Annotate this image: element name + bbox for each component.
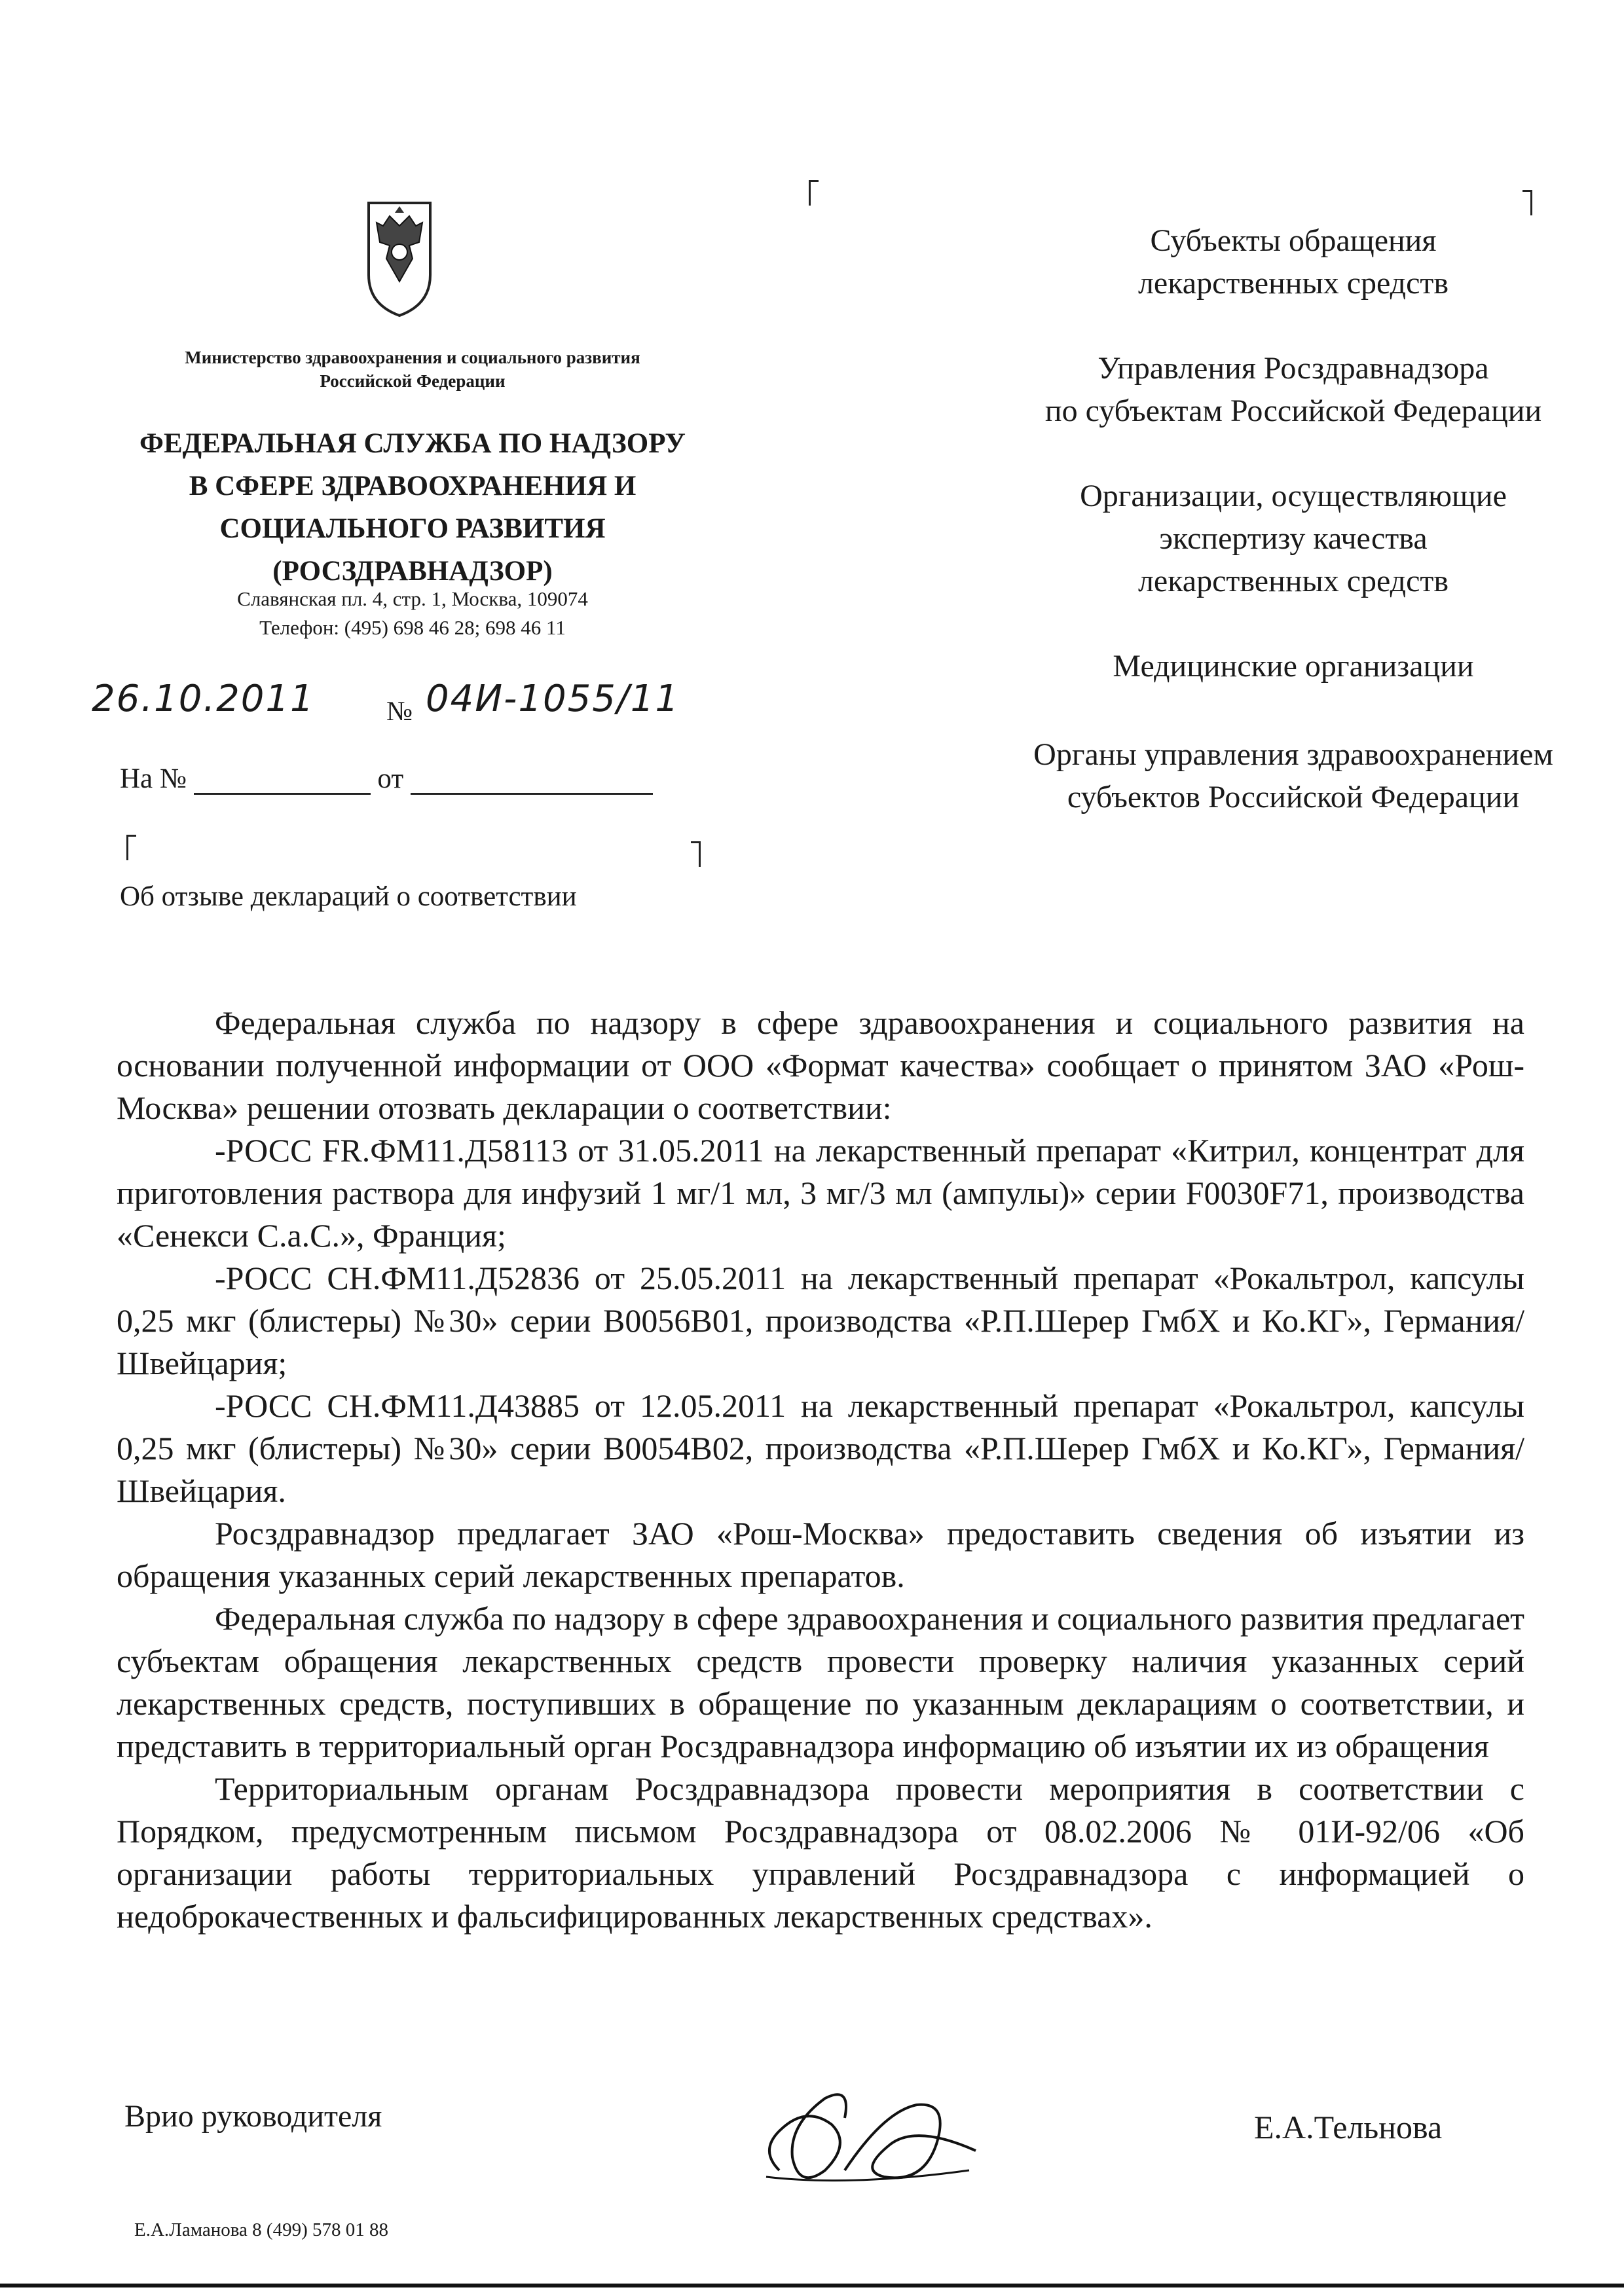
recipient-line: Субъекты обращения: [1150, 223, 1437, 258]
right-corner-mark: [1522, 190, 1532, 215]
left-corner-mark: [126, 835, 136, 860]
agency-address: [151, 585, 674, 642]
recipient-line: Управления Росздравнадзора: [1098, 351, 1489, 386]
number-sign: №: [386, 697, 413, 727]
address-line: Славянская пл. 4, стр. 1, Москва, 109074: [237, 587, 588, 610]
body-paragraph: -РОСС FR.ФМ11.Д58113 от 31.05.2011 на лекарственный препарат «Китрил, концентрат для приготовления раствора для инфузий 1 мг/1 мл, 3 мг/3 мл (ампулы)» серии F0030F71, производства «Сенекси С.а.С.», Франция;: [117, 1132, 1524, 1254]
recipient-line: Организации, осуществляющие: [1080, 479, 1507, 513]
recipient-line: лекарственных средств: [1137, 564, 1449, 598]
ref-date-blank: [411, 767, 653, 795]
signatory-title: Врио руководителя: [124, 2099, 382, 2134]
registration-date: 26.10.2011: [92, 678, 315, 720]
agency-line: (РОСЗДРАВНАДЗОР): [272, 556, 553, 587]
agency-name: [118, 422, 707, 592]
agency-line: ФЕДЕРАЛЬНАЯ СЛУЖБА ПО НАДЗОРУ: [139, 428, 686, 459]
ref-from-label: от: [377, 763, 404, 794]
recipient-line: экспертизу качества: [1159, 521, 1428, 556]
recipient-line: лекарственных средств: [1137, 266, 1449, 301]
letter-body: [117, 1002, 1524, 1938]
registration-line: [92, 678, 733, 730]
body-paragraph: -РОСС CH.ФМ11.Д52836 от 25.05.2011 на лекарственный препарат «Рокальтрол, капсулы 0,25 мкг (блистеры) №30» серии B0056B01, производства «Р.П.Шерер ГмбХ и Ко.КГ», Германия/Швейцария;: [117, 1260, 1524, 1381]
agency-line: В СФЕРЕ ЗДРАВООХРАНЕНИЯ И: [189, 471, 637, 501]
signatory-name: Е.А.Тельнова: [1254, 2109, 1443, 2145]
handwritten-signature: [753, 2072, 989, 2196]
reference-line: [120, 763, 653, 795]
ref-label: На №: [120, 763, 187, 794]
registration-number: 04И-1055/11: [426, 678, 680, 720]
letter-subject: Об отзыве деклараций о соответствии: [120, 881, 577, 912]
body-paragraph: Федеральная служба по надзору в сфере здравоохранения и социального развития на основании полученной информации от ООО «Формат качества» сообщает о принятом ЗАО «Рош-Москва» решении отозвать декларации о соответствии:: [117, 1004, 1524, 1126]
ref-number-blank: [194, 767, 371, 795]
body-paragraph: Федеральная служба по надзору в сфере здравоохранения и социального развития предлагает субъектам обращения лекарственных средств провести проверку наличия указанных серий лекарственных средств, поступивших в обращение по указанным декларациям о соответствии, и представить в территориальный орган Росздравнадзора информацию об изъятии их из обращения: [117, 1600, 1524, 1764]
phone-line: Телефон: (495) 698 46 28; 698 46 11: [259, 616, 566, 639]
body-paragraph: Росздравнадзор предлагает ЗАО «Рош-Москва» предоставить сведения об изъятии из обращения указанных серий лекарственных препаратов.: [117, 1515, 1524, 1594]
recipient-line: Медицинские организации: [1113, 649, 1474, 683]
coat-of-arms-icon: [363, 196, 435, 321]
agency-line: СОЦИАЛЬНОГО РАЗВИТИЯ: [219, 513, 606, 544]
ministry-name: Министерство здравоохранения и социального развития Российской Федерации: [185, 348, 640, 391]
executor-contact: Е.А.Ламанова 8 (499) 578 01 88: [134, 2219, 388, 2240]
left-corner-mark: [809, 180, 819, 206]
recipient-line: по субъектам Российской Федерации: [1044, 393, 1542, 428]
recipient-line: субъектов Российской Федерации: [1067, 780, 1520, 814]
recipient-line: Органы управления здравоохранением: [1033, 737, 1553, 772]
body-paragraph: -РОСС CH.ФМ11.Д43885 от 12.05.2011 на лекарственный препарат «Рокальтрол, капсулы 0,25 мкг (блистеры) №30» серии B0054B02, производства «Р.П.Шерер ГмбХ и Ко.КГ», Германия/Швейцария.: [117, 1387, 1524, 1509]
right-corner-mark: [691, 841, 701, 867]
bottom-divider: [0, 2284, 1624, 2287]
body-paragraph: Территориальным органам Росздравнадзора провести мероприятия в соответствии с Порядком, предусмотренным письмом Росздравнадзора от 08.02.2006 № 01И-92/06 «Об организации работы территориальных управлений Росздравнадзора с информацией о недоброкачественных и фальсифицированных лекарственных средствах».: [117, 1770, 1524, 1935]
